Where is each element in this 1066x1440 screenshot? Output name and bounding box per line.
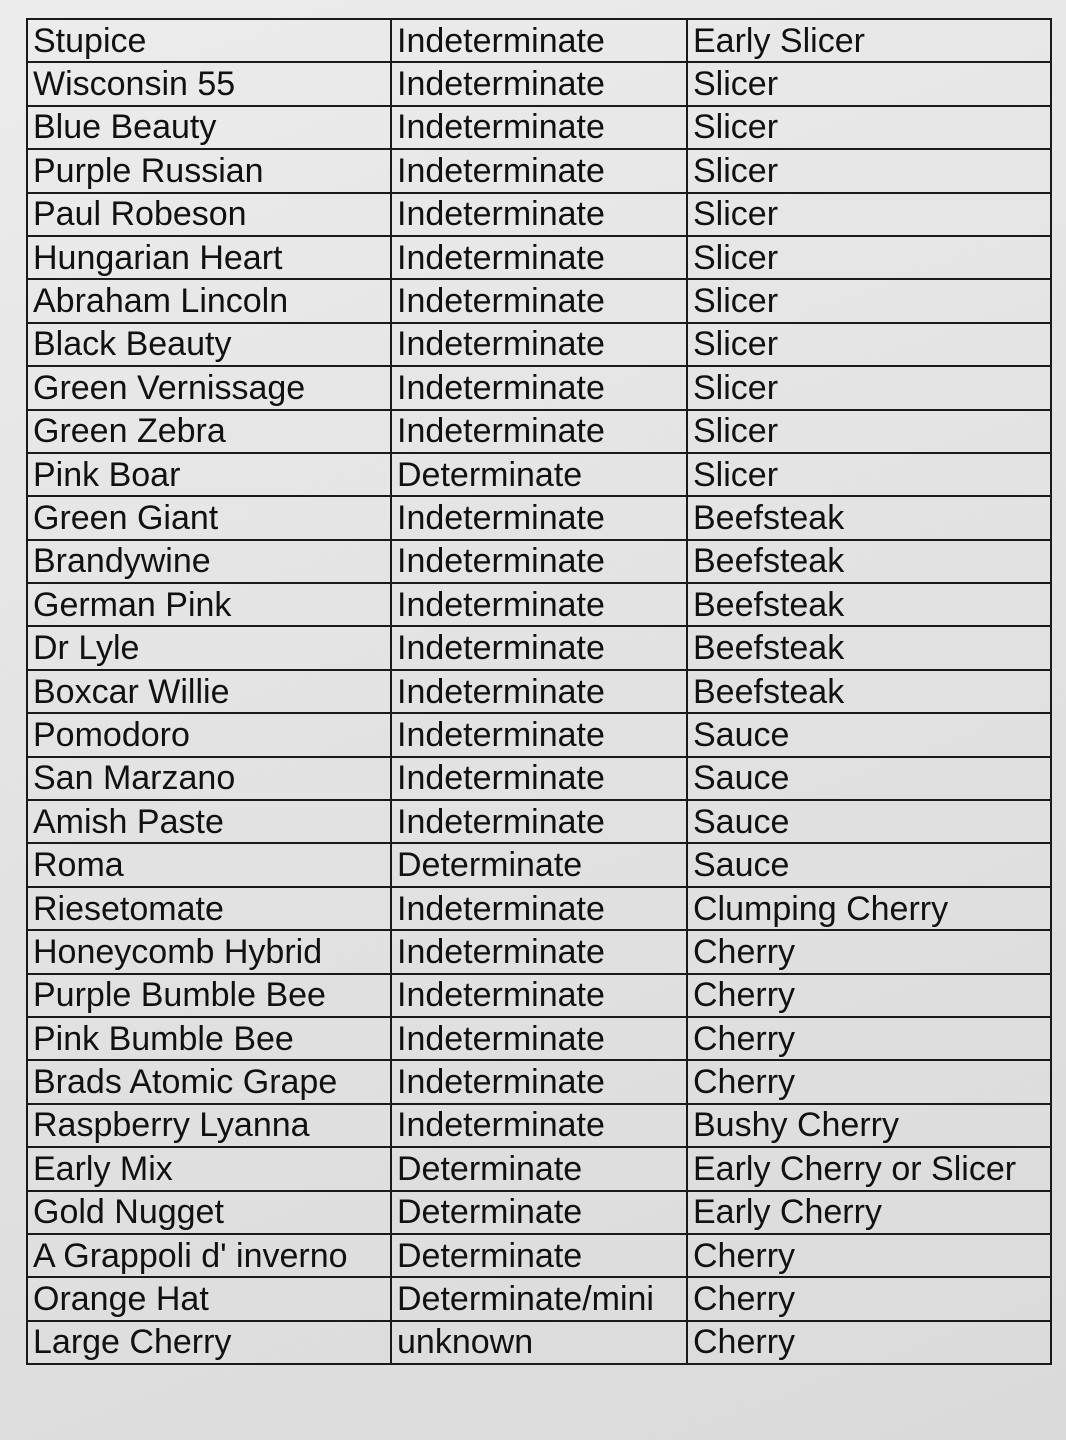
variety-name-cell: Pink Boar [27, 453, 391, 496]
growth-habit-cell: Determinate [391, 843, 687, 886]
table-row [27, 930, 1051, 973]
growth-habit-cell: Indeterminate [391, 366, 687, 409]
variety-name-cell: Honeycomb Hybrid [27, 930, 391, 973]
table-row [27, 626, 1051, 669]
variety-name-cell: Abraham Lincoln [27, 279, 391, 322]
growth-habit-cell: Indeterminate [391, 323, 687, 366]
growth-habit-cell: Indeterminate [391, 279, 687, 322]
table-row [27, 1147, 1051, 1190]
variety-name-cell: A Grappoli d' inverno [27, 1234, 391, 1277]
variety-name-cell: Amish Paste [27, 800, 391, 843]
tomato-type-cell: Slicer [687, 236, 1051, 279]
growth-habit-cell: Indeterminate [391, 974, 687, 1017]
tomato-type-cell: Early Cherry or Slicer [687, 1147, 1051, 1190]
tomato-type-cell: Cherry [687, 1060, 1051, 1103]
table-row [27, 1060, 1051, 1103]
tomato-variety-table [26, 18, 1052, 1365]
table-row [27, 323, 1051, 366]
tomato-type-cell: Slicer [687, 323, 1051, 366]
table-row [27, 279, 1051, 322]
variety-name-cell: Blue Beauty [27, 106, 391, 149]
table-row [27, 974, 1051, 1017]
table-row [27, 887, 1051, 930]
variety-name-cell: Pink Bumble Bee [27, 1017, 391, 1060]
tomato-type-cell: Slicer [687, 410, 1051, 453]
table-row [27, 800, 1051, 843]
variety-name-cell: Large Cherry [27, 1321, 391, 1364]
tomato-type-cell: Cherry [687, 974, 1051, 1017]
variety-name-cell: Roma [27, 843, 391, 886]
variety-name-cell: Purple Bumble Bee [27, 974, 391, 1017]
table-row [27, 106, 1051, 149]
growth-habit-cell: Indeterminate [391, 1104, 687, 1147]
growth-habit-cell: Indeterminate [391, 800, 687, 843]
tomato-type-cell: Slicer [687, 453, 1051, 496]
table-row [27, 1191, 1051, 1234]
growth-habit-cell: Indeterminate [391, 887, 687, 930]
variety-name-cell: Hungarian Heart [27, 236, 391, 279]
variety-name-cell: Stupice [27, 19, 391, 62]
variety-name-cell: Brandywine [27, 540, 391, 583]
variety-name-cell: Dr Lyle [27, 626, 391, 669]
variety-name-cell: Riesetomate [27, 887, 391, 930]
variety-name-cell: Raspberry Lyanna [27, 1104, 391, 1147]
tomato-type-cell: Slicer [687, 62, 1051, 105]
tomato-type-cell: Slicer [687, 149, 1051, 192]
growth-habit-cell: Indeterminate [391, 583, 687, 626]
variety-name-cell: San Marzano [27, 757, 391, 800]
table-row [27, 713, 1051, 756]
table-row [27, 757, 1051, 800]
growth-habit-cell: Indeterminate [391, 106, 687, 149]
tomato-type-cell: Sauce [687, 800, 1051, 843]
tomato-type-cell: Bushy Cherry [687, 1104, 1051, 1147]
table-row [27, 1104, 1051, 1147]
variety-name-cell: German Pink [27, 583, 391, 626]
tomato-type-cell: Cherry [687, 1234, 1051, 1277]
variety-name-cell: Green Giant [27, 496, 391, 539]
growth-habit-cell: Determinate [391, 1147, 687, 1190]
variety-name-cell: Paul Robeson [27, 193, 391, 236]
growth-habit-cell: Indeterminate [391, 19, 687, 62]
tomato-type-cell: Beefsteak [687, 626, 1051, 669]
tomato-type-cell: Slicer [687, 279, 1051, 322]
tomato-type-cell: Cherry [687, 930, 1051, 973]
growth-habit-cell: Indeterminate [391, 496, 687, 539]
growth-habit-cell: Indeterminate [391, 236, 687, 279]
variety-name-cell: Orange Hat [27, 1277, 391, 1320]
variety-name-cell: Black Beauty [27, 323, 391, 366]
growth-habit-cell: Indeterminate [391, 149, 687, 192]
table-row [27, 1017, 1051, 1060]
tomato-type-cell: Sauce [687, 713, 1051, 756]
variety-name-cell: Green Zebra [27, 410, 391, 453]
tomato-type-cell: Beefsteak [687, 540, 1051, 583]
variety-name-cell: Boxcar Willie [27, 670, 391, 713]
growth-habit-cell: Indeterminate [391, 713, 687, 756]
growth-habit-cell: Indeterminate [391, 1060, 687, 1103]
growth-habit-cell: Indeterminate [391, 62, 687, 105]
growth-habit-cell: Indeterminate [391, 757, 687, 800]
table-row [27, 843, 1051, 886]
table-row [27, 1277, 1051, 1320]
growth-habit-cell: Determinate/mini [391, 1277, 687, 1320]
tomato-type-cell: Cherry [687, 1017, 1051, 1060]
growth-habit-cell: Indeterminate [391, 670, 687, 713]
variety-name-cell: Green Vernissage [27, 366, 391, 409]
growth-habit-cell: unknown [391, 1321, 687, 1364]
table-row [27, 149, 1051, 192]
variety-name-cell: Pomodoro [27, 713, 391, 756]
tomato-type-cell: Beefsteak [687, 496, 1051, 539]
variety-name-cell: Wisconsin 55 [27, 62, 391, 105]
growth-habit-cell: Determinate [391, 1191, 687, 1234]
growth-habit-cell: Indeterminate [391, 626, 687, 669]
table-row [27, 453, 1051, 496]
tomato-type-cell: Slicer [687, 366, 1051, 409]
growth-habit-cell: Indeterminate [391, 540, 687, 583]
table-row [27, 193, 1051, 236]
tomato-type-cell: Early Cherry [687, 1191, 1051, 1234]
tomato-type-cell: Cherry [687, 1321, 1051, 1364]
table-row [27, 62, 1051, 105]
table-row [27, 583, 1051, 626]
table-row [27, 670, 1051, 713]
growth-habit-cell: Indeterminate [391, 410, 687, 453]
growth-habit-cell: Indeterminate [391, 1017, 687, 1060]
variety-name-cell: Purple Russian [27, 149, 391, 192]
growth-habit-cell: Determinate [391, 1234, 687, 1277]
table-row [27, 1321, 1051, 1364]
tomato-type-cell: Beefsteak [687, 583, 1051, 626]
table-row [27, 540, 1051, 583]
table-row [27, 19, 1051, 62]
variety-name-cell: Gold Nugget [27, 1191, 391, 1234]
growth-habit-cell: Determinate [391, 453, 687, 496]
table-row [27, 366, 1051, 409]
growth-habit-cell: Indeterminate [391, 193, 687, 236]
table-body [27, 19, 1051, 1364]
tomato-type-cell: Sauce [687, 757, 1051, 800]
variety-name-cell: Early Mix [27, 1147, 391, 1190]
table-row [27, 496, 1051, 539]
variety-name-cell: Brads Atomic Grape [27, 1060, 391, 1103]
tomato-type-cell: Cherry [687, 1277, 1051, 1320]
tomato-type-cell: Slicer [687, 193, 1051, 236]
tomato-type-cell: Beefsteak [687, 670, 1051, 713]
table-row [27, 1234, 1051, 1277]
tomato-type-cell: Sauce [687, 843, 1051, 886]
tomato-type-cell: Clumping Cherry [687, 887, 1051, 930]
tomato-type-cell: Slicer [687, 106, 1051, 149]
growth-habit-cell: Indeterminate [391, 930, 687, 973]
table-row [27, 410, 1051, 453]
table-row [27, 236, 1051, 279]
tomato-type-cell: Early Slicer [687, 19, 1051, 62]
